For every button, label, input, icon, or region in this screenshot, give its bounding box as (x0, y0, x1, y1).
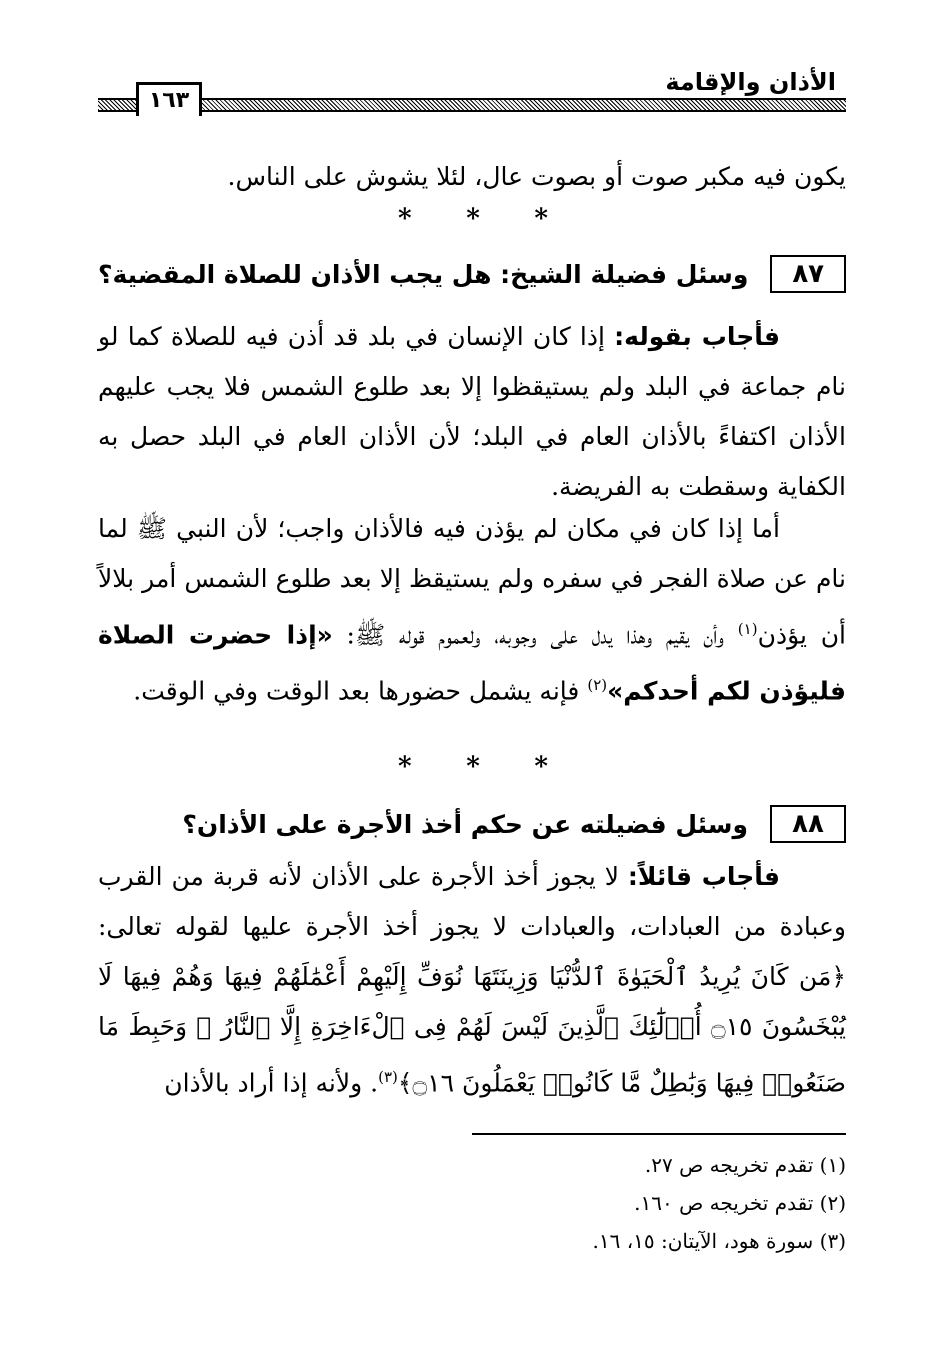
question-text: وسئل فضيلته عن حكم أخذ الأجرة على الأذان؟ (182, 809, 748, 839)
separator-star: * (466, 204, 480, 234)
answer-text: أما إذا كان في مكان لم يؤذن فيه فالأذان واجب؛ لأن النبي ﷺ لما نام عن صلاة الفجر في سفره ولم يستيقظ إلا بعد طلوع الشمس أمر بلالاً أن يؤذن (98, 514, 846, 650)
footnote-ref: (٢) (587, 676, 608, 695)
answer-text: فإنه يشمل حضورها بعد الوقت وفي الوقت. (133, 676, 580, 706)
answer-87-paragraph-2 (98, 504, 846, 717)
continued-paragraph: يكون فيه مكبر صوت أو بصوت عال، لئلا يشوش على الناس. (227, 162, 846, 191)
separator-star: * (398, 752, 412, 782)
separator-star: * (398, 204, 412, 234)
page-number: ١٦٣ (136, 82, 202, 116)
footnote-ref: (١) (737, 620, 758, 638)
footnote-item: (٣) سورة هود، الآيتان: ١٥، ١٦. (592, 1229, 846, 1253)
running-header-title: الأذان والإقامة (665, 68, 836, 96)
footnote-item: (١) تقدم تخريجه ص ٢٧. (644, 1153, 846, 1177)
question-87 (98, 255, 846, 293)
answer-87-paragraph-1 (98, 312, 846, 512)
section-separator (398, 752, 548, 782)
question-number: ٨٨ (770, 805, 846, 843)
answer-text: . ولأنه إذا أراد بالأذان (164, 1068, 379, 1098)
separator-star: * (534, 752, 548, 782)
separator-star: * (534, 204, 548, 234)
question-text: وسئل فضيلة الشيخ: هل يجب الأذان للصلاة المقضية؟ (98, 259, 749, 289)
answer-text: وأن يقيم وهذا يدل على وجوبه، ولعموم قوله ﷺ: (346, 620, 725, 650)
footnote-ref: (٣) (378, 1068, 398, 1086)
answer-88-paragraph (98, 852, 846, 1108)
answer-lead: فأجاب قائلاً: (627, 862, 780, 891)
answer-lead: فأجاب بقوله: (614, 322, 780, 351)
answer-text: إذا كان الإنسان في بلد قد أذن فيه للصلاة كما لو نام جماعة في البلد ولم يستيقظوا إلا بعد طلوع الشمس فلا يجب عليهم الأذان اكتفاءً بالأذان العام في البلد؛ لأن الأذان العام في البلد حصل به الكفاية وسقطت به الفريضة. (98, 322, 846, 501)
answer-text: لا يجوز أخذ الأجرة على الأذان لأنه قربة من القرب وعبادة من العبادات، والعبادات لا يجوز أخذ الأجرة عليها لقوله تعالى: (98, 862, 846, 941)
footnote-rule (472, 1133, 846, 1135)
separator-star: * (466, 752, 480, 782)
section-separator (398, 204, 548, 234)
question-number: ٨٧ (770, 255, 846, 293)
footnote-item: (٢) تقدم تخريجه ص ١٦٠. (634, 1191, 846, 1215)
question-88 (98, 805, 846, 843)
hadith-quote: «إذا حضرت الصلاة فليؤذن لكم أحدكم» (98, 620, 846, 706)
footnotes (98, 1146, 846, 1260)
header-rule (98, 98, 846, 112)
quran-verse: ﴿مَن كَانَ يُرِيدُ ٱلْحَيَوٰةَ ٱلدُّنْيَا وَزِينَتَهَا نُوَفِّ إِلَيْهِمْ أَعْمَٰلَهُمْ فِيهَا وَهُمْ فِيهَا لَا يُبْخَسُونَ ۝١٥ أُو۟لَٰٓئِكَ ٱلَّذِينَ لَيْسَ لَهُمْ فِى ٱلْءَاخِرَةِ إِلَّا ٱلنَّارُ ۖ وَحَبِطَ مَا صَنَعُوا۟ فِيهَا وَبَٰطِلٌ مَّا كَانُوا۟ يَعْمَلُونَ ۝١٦﴾ (98, 962, 846, 1098)
